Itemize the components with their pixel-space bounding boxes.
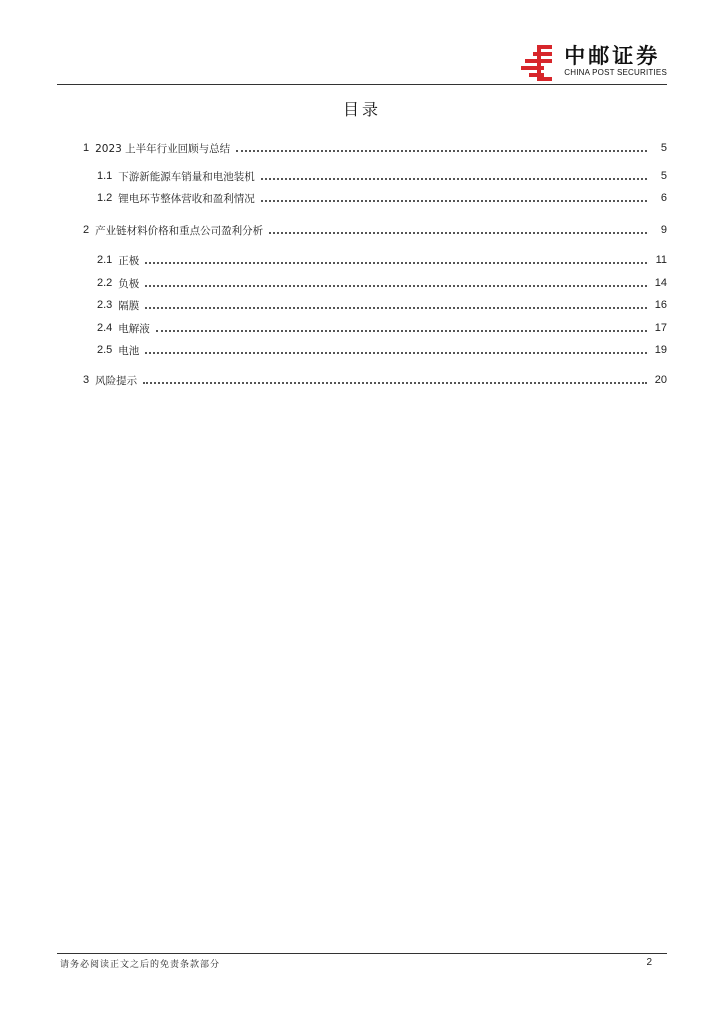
toc-entry-number: 2 (83, 224, 90, 236)
dot-leader (145, 307, 647, 309)
dot-leader (156, 330, 647, 332)
page-header (0, 0, 724, 90)
toc-entry-label: 2023 上半年行业回顾与总结 (95, 142, 231, 155)
toc-entry-label: 负极 (118, 277, 140, 290)
toc-entry-page: 5 (660, 142, 667, 154)
toc-entry[interactable] (83, 140, 667, 156)
toc-entry-number: 2.4 (97, 322, 113, 334)
toc-entry-number: 3 (83, 374, 90, 386)
toc-entry-page: 20 (654, 374, 667, 386)
toc-entry[interactable] (97, 190, 667, 206)
toc-entry-number: 1.1 (97, 170, 113, 182)
toc-entry-number: 2.1 (97, 254, 113, 266)
toc-entry-label: 下游新能源车销量和电池装机 (118, 170, 255, 183)
toc-entry-label: 正极 (118, 254, 140, 267)
dot-leader (145, 285, 647, 287)
toc-entry-page: 14 (654, 277, 667, 289)
toc-entry[interactable] (97, 252, 667, 268)
dot-leader (236, 150, 647, 152)
toc-entry-label: 产业链材料价格和重点公司盈利分析 (95, 224, 264, 237)
toc-entry-number: 2.2 (97, 277, 113, 289)
toc-entry-page: 9 (660, 224, 667, 236)
dot-leader (143, 382, 647, 384)
toc-entry[interactable] (97, 275, 667, 291)
dot-leader (261, 200, 647, 202)
toc-entry-page: 11 (655, 254, 667, 266)
toc-entry-page: 17 (654, 322, 667, 334)
toc-entry-number: 2.3 (97, 299, 113, 311)
disclaimer-note: 请务必阅读正文之后的免责条款部分 (60, 960, 221, 970)
toc-entry-label: 锂电环节整体营收和盈利情况 (118, 192, 255, 205)
dot-leader (269, 232, 647, 234)
header-divider (57, 84, 667, 85)
brand-name-en: CHINA POST SECURITIES (564, 68, 667, 77)
toc-entry[interactable] (97, 320, 667, 336)
toc-entry[interactable] (97, 168, 667, 184)
toc-entry-page: 5 (660, 170, 667, 182)
dot-leader (145, 352, 647, 354)
toc-entry-page: 6 (660, 192, 667, 204)
dot-leader (261, 178, 647, 180)
brand-logo (520, 44, 667, 82)
toc-entry-number: 1.2 (97, 192, 113, 204)
toc-entry-label: 风险提示 (95, 374, 138, 387)
toc-entry-page: 19 (654, 344, 667, 356)
toc-entry-number: 1 (83, 142, 90, 154)
toc-title: 目录 (342, 100, 381, 119)
toc-entry-page: 16 (654, 299, 667, 311)
toc-entry[interactable] (97, 342, 667, 358)
toc-entry-number: 2.5 (97, 344, 113, 356)
page-number: 2 (646, 957, 652, 968)
toc-entry[interactable] (83, 372, 667, 388)
footer-divider (57, 953, 667, 954)
dot-leader (145, 262, 647, 264)
toc-entry[interactable] (83, 222, 667, 238)
toc-entry-label: 电池 (118, 344, 140, 357)
china-post-logo-icon (520, 44, 558, 82)
toc-entry[interactable] (97, 297, 667, 313)
brand-name-cn: 中邮证券 (564, 44, 661, 68)
toc-entry-label: 隔膜 (118, 299, 140, 312)
toc-entry-label: 电解液 (118, 322, 150, 335)
